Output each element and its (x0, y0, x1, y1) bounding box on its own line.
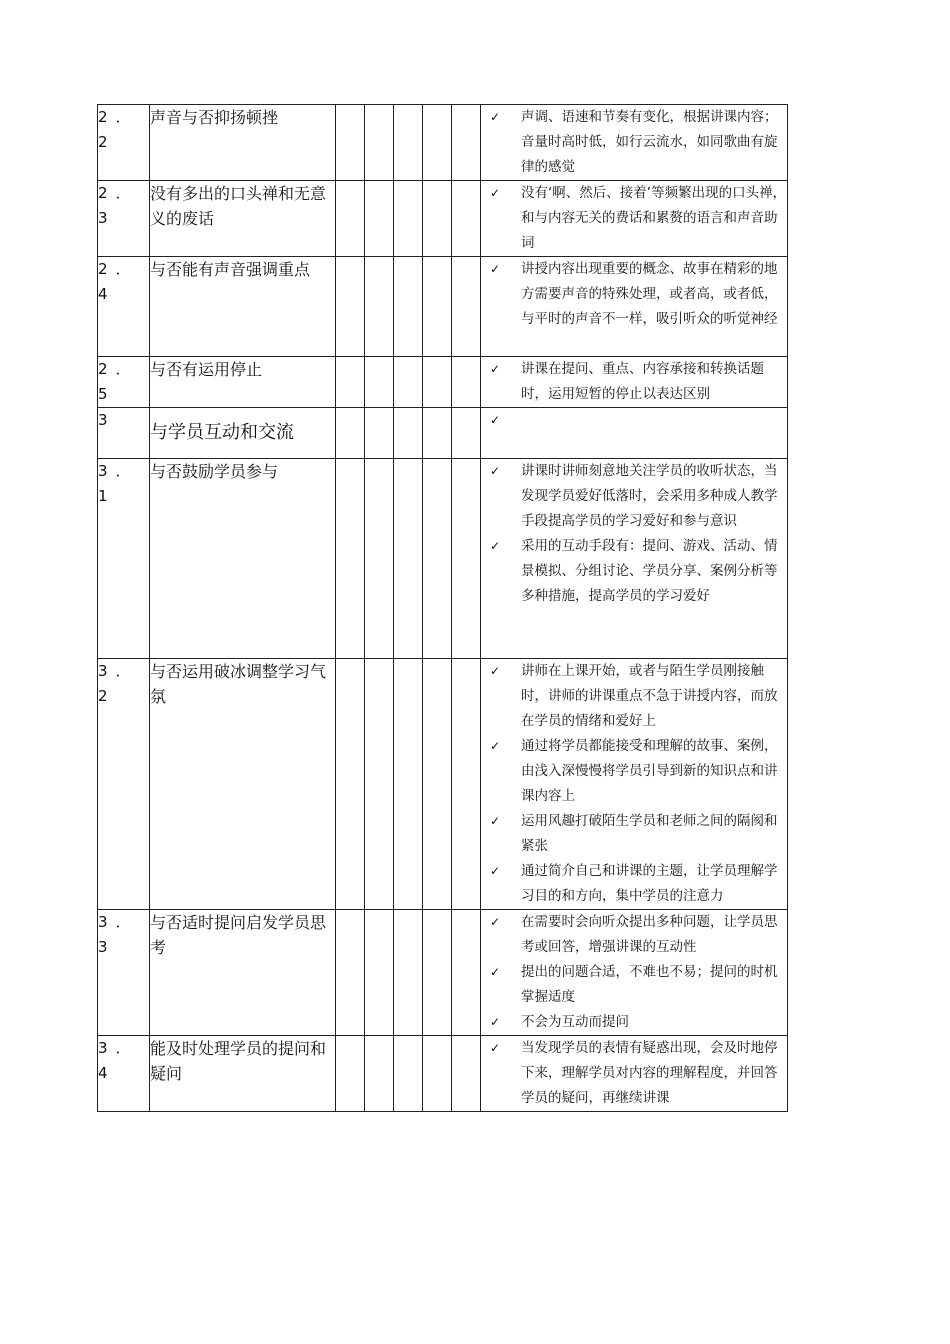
item-number-part: 4 (98, 1064, 116, 1082)
criteria-item (481, 659, 787, 734)
criteria-text: 讲课时讲师刻意地关注学员的收听状态，当发现学员爱好低落时，会采用多种成人教学手段提高学员的学习爱好和参与意识 (521, 463, 778, 529)
item-number-part: 2． (98, 108, 139, 126)
score-cell[interactable] (365, 357, 394, 408)
criteria-text: 提出的问题合适，不难也不易；提问的时机掌握适度 (521, 964, 778, 1005)
criteria-cell (481, 181, 788, 257)
criteria-item (481, 534, 787, 609)
item-number (98, 910, 150, 1036)
table-row (98, 257, 788, 357)
criteria-item (481, 181, 787, 256)
score-cell[interactable] (365, 459, 394, 659)
criteria-text (521, 408, 787, 433)
criteria-item (481, 257, 787, 332)
score-cell[interactable] (365, 910, 394, 1036)
score-cell[interactable] (365, 105, 394, 181)
item-number (98, 659, 150, 910)
item-number-part: 3． (98, 913, 139, 931)
criteria-text: 讲课在提问、重点、内容承接和转换话题时，运用短暂的停止以表达区别 (521, 361, 764, 402)
criteria-text: 当发现学员的表情有疑惑出现，会及时地停下来，理解学员对内容的理解程度，并回答学员的疑问，再继续讲课 (521, 1040, 778, 1106)
check-icon: ✓ (490, 362, 501, 376)
score-cell[interactable] (423, 357, 452, 408)
score-cell[interactable] (394, 910, 423, 1036)
criteria-text: 运用风趣打破陌生学员和老师之间的隔阂和紧张 (521, 813, 778, 854)
item-number-part: 4 (98, 285, 116, 303)
score-cell[interactable] (336, 408, 365, 459)
score-cell[interactable] (394, 408, 423, 459)
score-cell[interactable] (452, 257, 481, 357)
criteria-cell (481, 659, 788, 910)
check-icon: ✓ (490, 864, 501, 878)
criteria-cell (481, 257, 788, 357)
item-number (98, 257, 150, 357)
check-icon: ✓ (490, 814, 501, 828)
criteria-item (481, 105, 787, 180)
criteria-text: 在需要时会向听众提出多种问题，让学员思考或回答，增强讲课的互动性 (521, 914, 778, 955)
check-icon: ✓ (490, 739, 501, 753)
item-number-part: 2 (98, 687, 116, 705)
check-icon: ✓ (490, 915, 501, 929)
criteria-item (481, 960, 787, 1010)
score-cell[interactable] (394, 357, 423, 408)
item-number-part: 3． (98, 1039, 139, 1057)
criteria-item (481, 1036, 787, 1111)
table-body (98, 105, 788, 1112)
score-cell[interactable] (336, 910, 365, 1036)
score-cell[interactable] (394, 257, 423, 357)
check-icon: ✓ (490, 186, 501, 200)
score-cell[interactable] (423, 659, 452, 910)
item-title: 能及时处理学员的提问和疑问 (150, 1036, 336, 1112)
score-cell[interactable] (452, 357, 481, 408)
evaluation-table (97, 104, 788, 1112)
score-cell[interactable] (365, 181, 394, 257)
item-title: 与否能有声音强调重点 (150, 257, 336, 357)
score-cell[interactable] (452, 1036, 481, 1112)
criteria-text: 通过简介自己和讲课的主题，让学员理解学习目的和方向，集中学员的注意力 (521, 863, 778, 904)
check-icon: ✓ (490, 1015, 501, 1029)
criteria-item (481, 459, 787, 534)
item-number (98, 1036, 150, 1112)
table-row (98, 408, 788, 459)
check-icon: ✓ (490, 539, 501, 553)
score-cell[interactable] (452, 181, 481, 257)
item-number (98, 408, 150, 459)
criteria-item (481, 859, 787, 909)
item-title: 没有多出的口头禅和无意义的废话 (150, 181, 336, 257)
check-icon: ✓ (490, 1041, 501, 1055)
score-cell[interactable] (423, 257, 452, 357)
criteria-text: 讲授内容出现重要的概念、故事在精彩的地方需要声音的特殊处理，或者高，或者低，与平时的声音不一样，吸引听众的听觉神经 (521, 261, 778, 327)
score-cell[interactable] (423, 105, 452, 181)
score-cell[interactable] (365, 659, 394, 910)
table-row (98, 357, 788, 408)
item-number (98, 181, 150, 257)
criteria-text: 采用的互动手段有：提问、游戏、活动、情景模拟、分组讨论、学员分享、案例分析等多种措施，提高学员的学习爱好 (521, 538, 778, 604)
check-icon: ✓ (490, 262, 501, 276)
criteria-text: 不会为互动而提问 (521, 1014, 629, 1030)
score-cell[interactable] (365, 1036, 394, 1112)
item-title: 与学员互动和交流 (150, 408, 336, 459)
item-number-part: 3 (98, 411, 116, 429)
item-number-part: 3． (98, 662, 139, 680)
criteria-item (481, 408, 787, 433)
score-cell[interactable] (394, 105, 423, 181)
score-cell[interactable] (365, 408, 394, 459)
item-number (98, 459, 150, 659)
item-number-part: 2． (98, 360, 139, 378)
score-cell[interactable] (423, 1036, 452, 1112)
table-row (98, 659, 788, 910)
item-number-part: 1 (98, 487, 116, 505)
criteria-cell (481, 408, 788, 459)
item-title: 与否适时提问启发学员思考 (150, 910, 336, 1036)
table-row (98, 1036, 788, 1112)
score-cell[interactable] (336, 357, 365, 408)
score-cell[interactable] (365, 257, 394, 357)
item-title: 与否鼓励学员参与 (150, 459, 336, 659)
item-number-part: 2 (98, 133, 116, 151)
criteria-item (481, 809, 787, 859)
check-icon: ✓ (490, 664, 501, 678)
criteria-cell (481, 1036, 788, 1112)
item-title: 与否有运用停止 (150, 357, 336, 408)
criteria-text: 通过将学员都能接受和理解的故事、案例，由浅入深慢慢将学员引导到新的知识点和讲课内容上 (521, 738, 778, 804)
criteria-cell (481, 459, 788, 659)
criteria-text: 没有‘啊、然后、接着’等频繁出现的口头禅，和与内容无关的费话和累赘的语言和声音助词 (521, 185, 787, 251)
criteria-cell (481, 105, 788, 181)
score-cell[interactable] (336, 1036, 365, 1112)
score-cell[interactable] (394, 459, 423, 659)
score-cell[interactable] (336, 459, 365, 659)
table-row (98, 910, 788, 1036)
item-number-part: 3． (98, 462, 139, 480)
score-cell[interactable] (423, 408, 452, 459)
score-cell[interactable] (452, 105, 481, 181)
check-icon: ✓ (490, 464, 501, 478)
criteria-text: 声调、语速和节奏有变化，根据讲课内容；音量时高时低，如行云流水，如同歌曲有旋律的感觉 (521, 109, 778, 175)
score-cell[interactable] (336, 105, 365, 181)
score-cell[interactable] (452, 408, 481, 459)
check-icon: ✓ (490, 110, 501, 124)
table-row (98, 459, 788, 659)
score-cell[interactable] (394, 1036, 423, 1112)
item-number-part: 5 (98, 385, 116, 403)
item-number (98, 105, 150, 181)
criteria-item (481, 734, 787, 809)
score-cell[interactable] (452, 910, 481, 1036)
criteria-cell (481, 910, 788, 1036)
score-cell[interactable] (336, 659, 365, 910)
criteria-item (481, 910, 787, 960)
score-cell[interactable] (452, 659, 481, 910)
criteria-cell (481, 357, 788, 408)
score-cell[interactable] (336, 257, 365, 357)
check-icon: ✓ (490, 965, 501, 979)
table-row (98, 181, 788, 257)
item-title: 与否运用破冰调整学习气氛 (150, 659, 336, 910)
score-cell[interactable] (423, 181, 452, 257)
item-number (98, 357, 150, 408)
item-number-part: 2． (98, 260, 139, 278)
criteria-item (481, 1010, 787, 1035)
score-cell[interactable] (394, 181, 423, 257)
score-cell[interactable] (423, 910, 452, 1036)
check-icon: ✓ (490, 413, 501, 427)
score-cell[interactable] (394, 659, 423, 910)
table-row (98, 105, 788, 181)
criteria-text: 讲师在上课开始，或者与陌生学员刚接触时，讲师的讲课重点不急于讲授内容，而放在学员的情绪和爱好上 (521, 663, 778, 729)
score-cell[interactable] (423, 459, 452, 659)
item-number-part: 2． (98, 184, 139, 202)
item-number-part: 3 (98, 209, 116, 227)
score-cell[interactable] (336, 181, 365, 257)
score-cell[interactable] (452, 459, 481, 659)
item-title: 声音与否抑扬顿挫 (150, 105, 336, 181)
criteria-item (481, 357, 787, 407)
item-number-part: 3 (98, 938, 116, 956)
